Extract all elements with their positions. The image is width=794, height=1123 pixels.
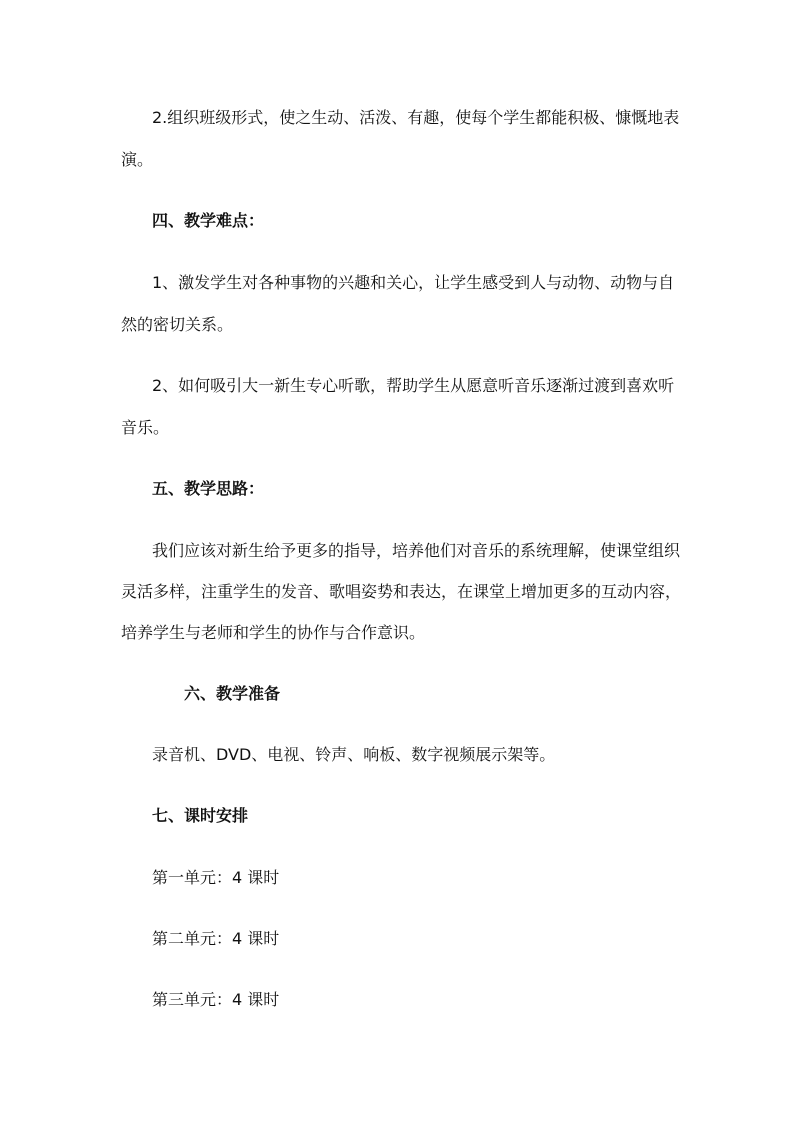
- paragraph-line: 培养学生与老师和学生的协作与合作意识。: [121, 623, 426, 642]
- schedule-item: 第三单元：4 课时: [152, 990, 280, 1009]
- section-heading: 五、教学思路：: [152, 479, 265, 498]
- schedule-item: 第二单元：4 课时: [152, 929, 280, 948]
- paragraph-line: 音乐。: [121, 418, 170, 437]
- section-heading: 七、课时安排: [152, 806, 249, 825]
- schedule-item: 第一单元：4 课时: [152, 868, 280, 887]
- paragraph-line: 录音机、DVD、电视、铃声、响板、数字视频展示架等。: [152, 745, 556, 764]
- section-heading: 四、教学难点：: [152, 211, 265, 230]
- paragraph-line: 1、激发学生对各种事物的兴趣和关心，让学生感受到人与动物、动物与自: [152, 273, 675, 292]
- paragraph-line: 2、如何吸引大一新生专心听歌，帮助学生从愿意听音乐逐渐过渡到喜欢听: [152, 376, 675, 395]
- paragraph-line: 演。: [121, 150, 154, 169]
- paragraph-line: 2.组织班级形式，使之生动、活泼、有趣，使每个学生都能积极、慷慨地表: [152, 108, 680, 127]
- paragraph-line: 然的密切关系。: [121, 315, 234, 334]
- section-heading: 六、教学准备: [184, 684, 281, 703]
- paragraph-line: 我们应该对新生给予更多的指导，培养他们对音乐的系统理解，使课堂组织: [152, 541, 681, 560]
- paragraph-line: 灵活多样，注重学生的发音、歌唱姿势和表达，在课堂上增加更多的互动内容，: [121, 582, 682, 601]
